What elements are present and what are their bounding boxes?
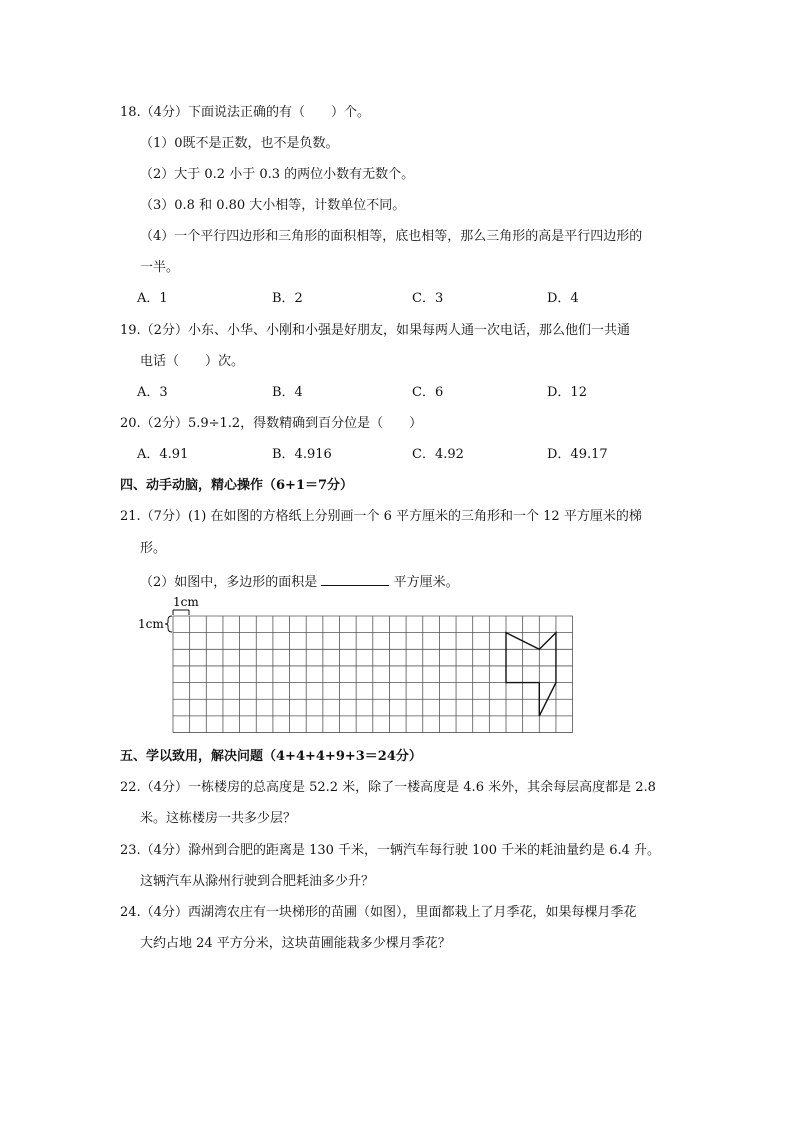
q18-option-d[interactable]: D．4 xyxy=(547,291,579,306)
q18-item-1: （1）0既不是正数，也不是负数。 xyxy=(140,136,339,151)
q18-item-3: （3）0.8 和 0.80 大小相等，计数单位不同。 xyxy=(140,198,406,213)
q19-option-a[interactable]: A．3 xyxy=(137,385,168,400)
q19-option-b[interactable]: B．4 xyxy=(272,385,303,400)
q20-stem: 20.（2分）5.9÷1.2，得数精确到百分位是（ ） xyxy=(120,416,423,431)
q20-option-c[interactable]: C．4.92 xyxy=(412,447,464,462)
q20-option-b[interactable]: B．4.916 xyxy=(272,447,332,462)
q18-item-4: （4）一个平行四边形和三角形的面积相等，底也相等，那么三角形的高是平行四边形的 xyxy=(140,229,643,244)
grid-lines xyxy=(173,616,573,733)
unit-brace-left xyxy=(165,616,172,632)
q19-option-d[interactable]: D．12 xyxy=(547,385,587,400)
section-5-heading: 五、学以致用，解决问题（4+4+4+9+3＝24分） xyxy=(120,749,422,764)
q21-part2-prefix: （2）如图中，多边形的面积是 xyxy=(140,575,318,590)
q21-part2 xyxy=(140,571,459,592)
q24-line1: 24.（4分）西湖湾农庄有一块梯形的苗圃（如图），里面都栽上了月季花，如果每棵月季花 xyxy=(120,905,637,920)
section-4-heading: 四、动手动脑，精心操作（6+1＝7分） xyxy=(120,478,354,493)
q20-option-d[interactable]: D．49.17 xyxy=(547,447,608,462)
q22-line2: 米。这栋楼房一共多少层？ xyxy=(140,811,297,826)
q18-item-4-cont: 一半。 xyxy=(140,260,180,275)
q24-line2: 大约占地 24 平方分米，这块苗圃能栽多少棵月季花？ xyxy=(140,936,451,951)
q23-line2: 这辆汽车从滁州行驶到合肥耗油多少升？ xyxy=(140,874,375,889)
q22-line1: 22.（4分）一栋楼房的总高度是 52.2 米，除了一楼高度是 4.6 米外，其余每层高度都是 2.8 xyxy=(120,780,656,795)
grid-figure xyxy=(130,592,600,742)
q23-line1: 23.（4分）滁州到合肥的距离是 130 千米，一辆汽车每行驶 100 千米的耗油量约是 6.4 升。 xyxy=(120,843,661,858)
q19-option-c[interactable]: C．6 xyxy=(412,385,444,400)
q21-part2-suffix: 平方厘米。 xyxy=(393,575,459,590)
q18-option-c[interactable]: C．3 xyxy=(412,291,444,306)
polygon-shape xyxy=(506,633,556,716)
unit-label-left: 1cm xyxy=(138,617,164,631)
q19-stem-line1: 19.（2分）小东、小华、小刚和小强是好朋友，如果每两人通一次电话，那么他们一共通 xyxy=(120,323,630,338)
q18-option-b[interactable]: B．2 xyxy=(272,291,303,306)
q18-option-a[interactable]: A．1 xyxy=(137,291,168,306)
unit-label-top: 1cm xyxy=(173,595,199,609)
q21-answer-blank[interactable] xyxy=(321,571,389,586)
q21-stem-line2: 形。 xyxy=(140,541,167,556)
q20-option-a[interactable]: A．4.91 xyxy=(137,447,189,462)
q18-stem: 18.（4分）下面说法正确的有（ ）个。 xyxy=(120,105,370,120)
q19-stem-line2: 电话（ ）次。 xyxy=(140,354,245,369)
q18-item-2: （2）大于 0.2 小于 0.3 的两位小数有无数个。 xyxy=(140,167,415,182)
q21-stem-line1: 21.（7分）(1) 在如图的方格纸上分别画一个 6 平方厘米的三角形和一个 12 平方厘米的梯 xyxy=(120,509,642,524)
